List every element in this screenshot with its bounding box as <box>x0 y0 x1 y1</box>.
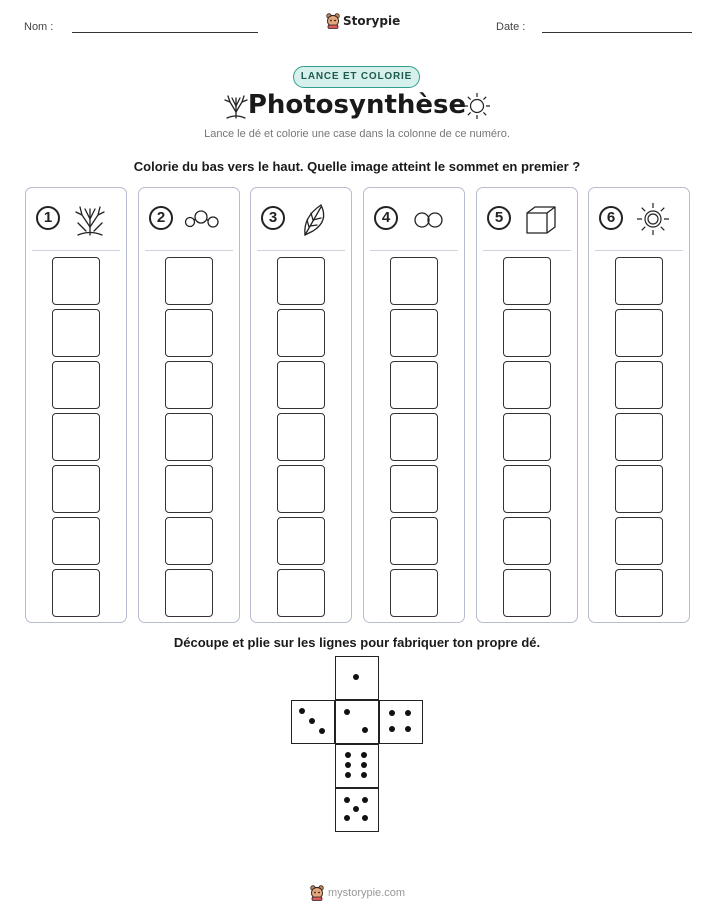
color-box[interactable] <box>165 413 213 461</box>
color-box[interactable] <box>615 465 663 513</box>
column-number: 3 <box>261 206 285 230</box>
storypie-logo <box>326 13 400 29</box>
dice-pip <box>361 762 367 768</box>
mascot-icon <box>310 885 324 901</box>
color-box[interactable] <box>390 361 438 409</box>
mascot-icon <box>326 13 340 29</box>
color-box[interactable] <box>277 309 325 357</box>
dice-pip <box>309 718 315 724</box>
dice-pip <box>361 752 367 758</box>
molecule-pair-icon <box>408 201 448 237</box>
instruction: Colorie du bas vers le haut. Quelle image atteint le sommet en premier ? <box>133 159 581 174</box>
color-box[interactable] <box>503 465 551 513</box>
dice-pip <box>389 710 395 716</box>
dice-instruction: Découpe et plie sur les lignes pour fabriquer ton propre dé. <box>173 635 541 650</box>
color-box[interactable] <box>615 257 663 305</box>
dice-face-6 <box>335 744 379 788</box>
color-box[interactable] <box>52 569 100 617</box>
color-box[interactable] <box>503 413 551 461</box>
footer <box>310 885 405 901</box>
date-label: Date : <box>496 21 526 33</box>
color-box[interactable] <box>277 413 325 461</box>
color-box[interactable] <box>52 465 100 513</box>
color-box[interactable] <box>165 569 213 617</box>
color-box[interactable] <box>390 569 438 617</box>
dice-pip <box>319 728 325 734</box>
color-box[interactable] <box>615 309 663 357</box>
column-divider <box>145 250 233 251</box>
color-box[interactable] <box>615 517 663 565</box>
dice-pip <box>405 726 411 732</box>
color-box[interactable] <box>277 465 325 513</box>
column-6 <box>588 187 690 623</box>
color-box[interactable] <box>52 517 100 565</box>
color-box[interactable] <box>390 465 438 513</box>
color-box[interactable] <box>503 569 551 617</box>
color-box[interactable] <box>503 257 551 305</box>
dice-pip <box>361 772 367 778</box>
leaf-icon <box>295 201 335 237</box>
sugar-cube-icon <box>521 201 561 237</box>
dice-pip <box>345 772 351 778</box>
name-line[interactable] <box>72 32 258 33</box>
molecule-chain-icon <box>183 201 223 237</box>
column-4 <box>363 187 465 623</box>
column-number: 6 <box>599 206 623 230</box>
coral-icon <box>70 201 110 237</box>
dice-pip <box>389 726 395 732</box>
subtitle: Lance le dé et colorie une case dans la colonne de ce numéro. <box>204 128 510 140</box>
page-title: Photosynthèse <box>247 90 467 120</box>
dice-pip <box>344 797 350 803</box>
color-box[interactable] <box>615 361 663 409</box>
dice-pip <box>345 752 351 758</box>
dice-face-1 <box>335 656 379 700</box>
color-box[interactable] <box>503 517 551 565</box>
dice-pip <box>353 674 359 680</box>
column-divider <box>370 250 458 251</box>
column-number: 2 <box>149 206 173 230</box>
color-box[interactable] <box>615 569 663 617</box>
color-box[interactable] <box>503 309 551 357</box>
sun-icon <box>463 92 491 120</box>
color-box[interactable] <box>52 413 100 461</box>
dice-pip <box>345 762 351 768</box>
dice-pip <box>353 806 359 812</box>
logo-text: Storypie <box>343 14 401 28</box>
color-box[interactable] <box>277 361 325 409</box>
color-box[interactable] <box>277 569 325 617</box>
column-number: 1 <box>36 206 60 230</box>
color-box[interactable] <box>390 309 438 357</box>
dice-pip <box>299 708 305 714</box>
column-5 <box>476 187 578 623</box>
column-divider <box>595 250 683 251</box>
column-number: 5 <box>487 206 511 230</box>
sun-icon <box>633 201 673 237</box>
color-box[interactable] <box>165 309 213 357</box>
color-box[interactable] <box>52 257 100 305</box>
activity-badge: LANCE ET COLORIE <box>293 66 420 88</box>
color-box[interactable] <box>615 413 663 461</box>
color-box[interactable] <box>390 413 438 461</box>
column-divider <box>32 250 120 251</box>
column-2 <box>138 187 240 623</box>
name-label: Nom : <box>24 21 54 33</box>
dice-pip <box>362 727 368 733</box>
column-divider <box>257 250 345 251</box>
column-divider <box>483 250 571 251</box>
column-3 <box>250 187 352 623</box>
color-box[interactable] <box>165 465 213 513</box>
dice-pip <box>362 797 368 803</box>
color-box[interactable] <box>52 361 100 409</box>
color-box[interactable] <box>277 517 325 565</box>
dice-pip <box>344 709 350 715</box>
dice-face-3 <box>291 700 335 744</box>
dice-pip <box>362 815 368 821</box>
dice-face-2 <box>335 700 379 744</box>
color-box[interactable] <box>277 257 325 305</box>
dice-face-4 <box>379 700 423 744</box>
date-line[interactable] <box>542 32 692 33</box>
color-box[interactable] <box>165 361 213 409</box>
color-box[interactable] <box>52 309 100 357</box>
column-1 <box>25 187 127 623</box>
color-box[interactable] <box>503 361 551 409</box>
color-box[interactable] <box>165 517 213 565</box>
dice-pip <box>344 815 350 821</box>
dice-pip <box>405 710 411 716</box>
footer-url: mystorypie.com <box>328 887 406 899</box>
color-box[interactable] <box>165 257 213 305</box>
dice-face-5 <box>335 788 379 832</box>
color-box[interactable] <box>390 517 438 565</box>
color-box[interactable] <box>390 257 438 305</box>
column-number: 4 <box>374 206 398 230</box>
